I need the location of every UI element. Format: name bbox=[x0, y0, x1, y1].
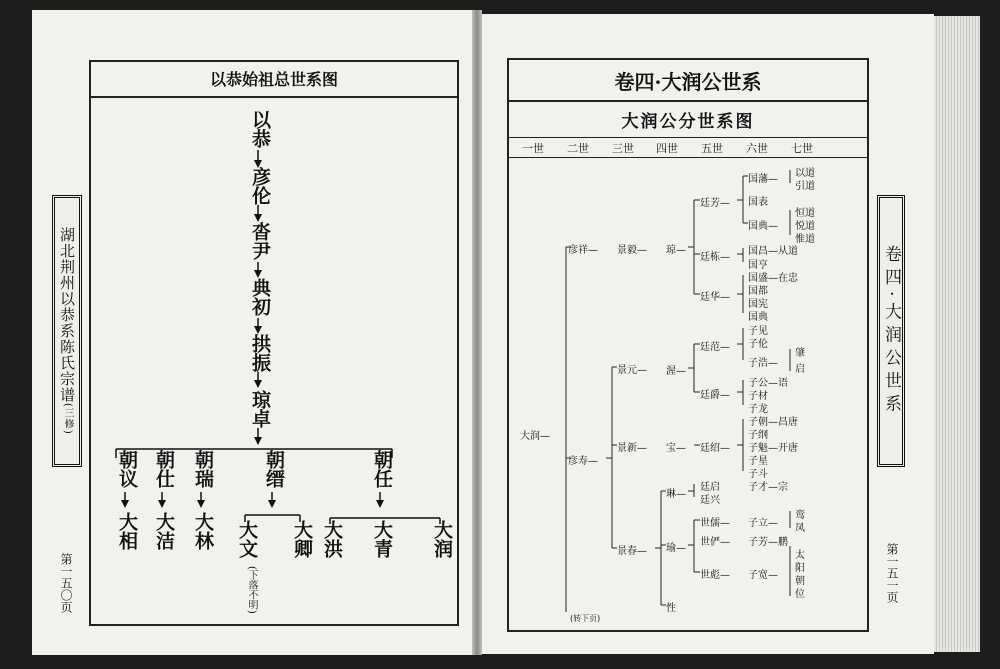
left-page-title: 以恭始祖总世系图 bbox=[209, 70, 338, 89]
node-g4-lin: 琳— bbox=[666, 489, 686, 500]
node-g5-4: 廷爵— bbox=[700, 390, 730, 401]
node-g6-18: 子星 bbox=[748, 456, 768, 467]
chain-gen4: 典初 bbox=[249, 278, 271, 316]
gen8-chaoyi: 朝议 bbox=[116, 450, 138, 488]
node-g4-bao: 宝— bbox=[666, 443, 686, 454]
gen9-daqing2: 大青 bbox=[371, 520, 393, 558]
gen8-chaorui: 朝瑞 bbox=[192, 450, 214, 488]
node-g7-8: 凤 bbox=[795, 523, 805, 534]
node-g7-7: 鸾 bbox=[795, 510, 805, 521]
node-g3-jingxin: 景新— bbox=[617, 443, 647, 454]
node-g2-yanxiang: 彦祥— bbox=[568, 245, 598, 256]
gen9-dawen: 大文 bbox=[236, 520, 258, 558]
chain-gen1: 以恭 bbox=[249, 110, 271, 148]
node-g7-5: 肇 bbox=[795, 348, 805, 359]
gen9-daxiang: 大相 bbox=[116, 512, 138, 550]
node-g4-qiong: 琼— bbox=[666, 245, 686, 256]
node-g7-2: 恒道 bbox=[795, 208, 815, 219]
left-sidebar-text: 湖北荆州以恭系陈氏宗谱 bbox=[58, 227, 76, 404]
node-g6-16: 子纲 bbox=[748, 430, 768, 441]
node-g6-2: 国典— bbox=[748, 221, 778, 232]
node-g6-21: 子立— bbox=[748, 518, 778, 529]
node-g3-jingchun: 景春— bbox=[617, 546, 647, 557]
node-g6-12: 子公—语 bbox=[748, 378, 788, 389]
right-sidebar-title: 卷四·大润公世系 bbox=[877, 195, 905, 467]
node-g5-3: 廷范— bbox=[700, 342, 730, 353]
node-g6-19: 子斗 bbox=[748, 469, 768, 480]
gen9-dalin: 大林 bbox=[192, 512, 214, 550]
node-g6-22: 子芳—鹏 bbox=[748, 537, 788, 548]
gen-header-2: 二世 bbox=[567, 142, 589, 155]
chain-gen6: 琼卓 bbox=[249, 390, 271, 428]
node-g7-4: 惟道 bbox=[795, 234, 815, 245]
node-g4-yu: 瑜— bbox=[666, 543, 686, 554]
node-g6-6: 国都 bbox=[748, 286, 768, 297]
node-g6-17: 子魁—开唐 bbox=[748, 443, 798, 454]
left-page-number: 第一五〇页 bbox=[59, 553, 73, 613]
node-g6-5: 国盛—在忠 bbox=[748, 273, 798, 284]
chain-gen5: 拱振 bbox=[249, 334, 271, 372]
node-g6-15: 子朝—昌唐 bbox=[748, 417, 798, 428]
gen9-daqing: 大卿 bbox=[291, 520, 313, 558]
node-g6-13: 子材 bbox=[748, 391, 768, 402]
node-g5-5: 廷绍— bbox=[700, 443, 730, 454]
node-g7-1: 引道 bbox=[795, 181, 815, 192]
chain-gen2: 彦伦 bbox=[249, 167, 271, 205]
node-g6-10: 子伦 bbox=[748, 339, 768, 350]
right-page-number: 第一五一页 bbox=[885, 543, 899, 603]
node-g6-3: 国昌—从道 bbox=[748, 246, 798, 257]
node-g6-1: 国表 bbox=[748, 197, 768, 208]
node-root: 大润— bbox=[520, 431, 550, 442]
node-g6-7: 国宪 bbox=[748, 299, 768, 310]
node-g5-10: 世彪— bbox=[700, 570, 730, 581]
node-g7-11: 朝 bbox=[795, 576, 805, 587]
node-g4-xing: 性 bbox=[666, 603, 676, 614]
right-footnote: (转下页) bbox=[570, 614, 601, 623]
node-g5-6: 廷启 bbox=[700, 482, 720, 493]
gen-header-5: 五世 bbox=[701, 142, 723, 155]
node-g6-11: 子浩— bbox=[748, 358, 778, 369]
left-sidebar-note: (三修) bbox=[62, 403, 73, 435]
gen9-darun: 大润 bbox=[431, 520, 453, 558]
node-g7-0: 以道 bbox=[795, 168, 815, 179]
gen8-chaoshi: 朝仕 bbox=[153, 450, 175, 488]
gen9-dahong: 大洪 bbox=[321, 520, 343, 558]
gen-header-3: 三世 bbox=[612, 142, 634, 155]
dawen-note: (下落不明) bbox=[246, 566, 257, 614]
gen-header-4: 四世 bbox=[656, 142, 678, 155]
gen8-chaoren: 朝任 bbox=[371, 450, 393, 488]
node-g5-7: 廷兴 bbox=[700, 495, 720, 506]
gen9-dajie: 大洁 bbox=[153, 512, 175, 550]
node-g5-2: 廷华— bbox=[700, 292, 730, 303]
node-g7-3: 悦道 bbox=[795, 221, 815, 232]
gen-header-7: 七世 bbox=[791, 142, 813, 155]
node-g6-14: 子龙 bbox=[748, 404, 768, 415]
node-g6-9: 子见 bbox=[748, 326, 768, 337]
node-g6-4: 国亨 bbox=[748, 260, 768, 271]
node-g6-23: 子宽— bbox=[748, 570, 778, 581]
node-g6-8: 国典 bbox=[748, 312, 768, 323]
node-g5-9: 世俨— bbox=[700, 537, 730, 548]
node-g6-0: 国藩— bbox=[748, 174, 778, 185]
node-g3-jingyuan: 景元— bbox=[617, 365, 647, 376]
node-g3-jingyi: 景毅— bbox=[617, 245, 647, 256]
node-g5-1: 廷栋— bbox=[700, 252, 730, 263]
node-g2-yanshou: 彦寿— bbox=[568, 456, 598, 467]
gen-header-1: 一世 bbox=[522, 142, 544, 155]
right-page-subtitle: 大润公分世系图 bbox=[621, 112, 755, 132]
gen-header-6: 六世 bbox=[746, 142, 768, 155]
right-page-title: 卷四·大润公世系 bbox=[614, 70, 762, 94]
node-g7-9: 太 bbox=[795, 550, 805, 561]
node-g7-6: 启 bbox=[795, 364, 805, 375]
node-g7-10: 阳 bbox=[795, 563, 805, 574]
node-g5-8: 世儒— bbox=[700, 518, 730, 529]
chain-gen3: 沓尹 bbox=[249, 222, 271, 260]
node-g6-20: 子才—宗 bbox=[748, 482, 788, 493]
gen8-chaojin: 朝缙 bbox=[263, 450, 285, 488]
node-g5-0: 廷芳— bbox=[700, 198, 730, 209]
node-g7-12: 位 bbox=[795, 589, 805, 600]
node-g4-wo: 渥— bbox=[666, 366, 686, 377]
